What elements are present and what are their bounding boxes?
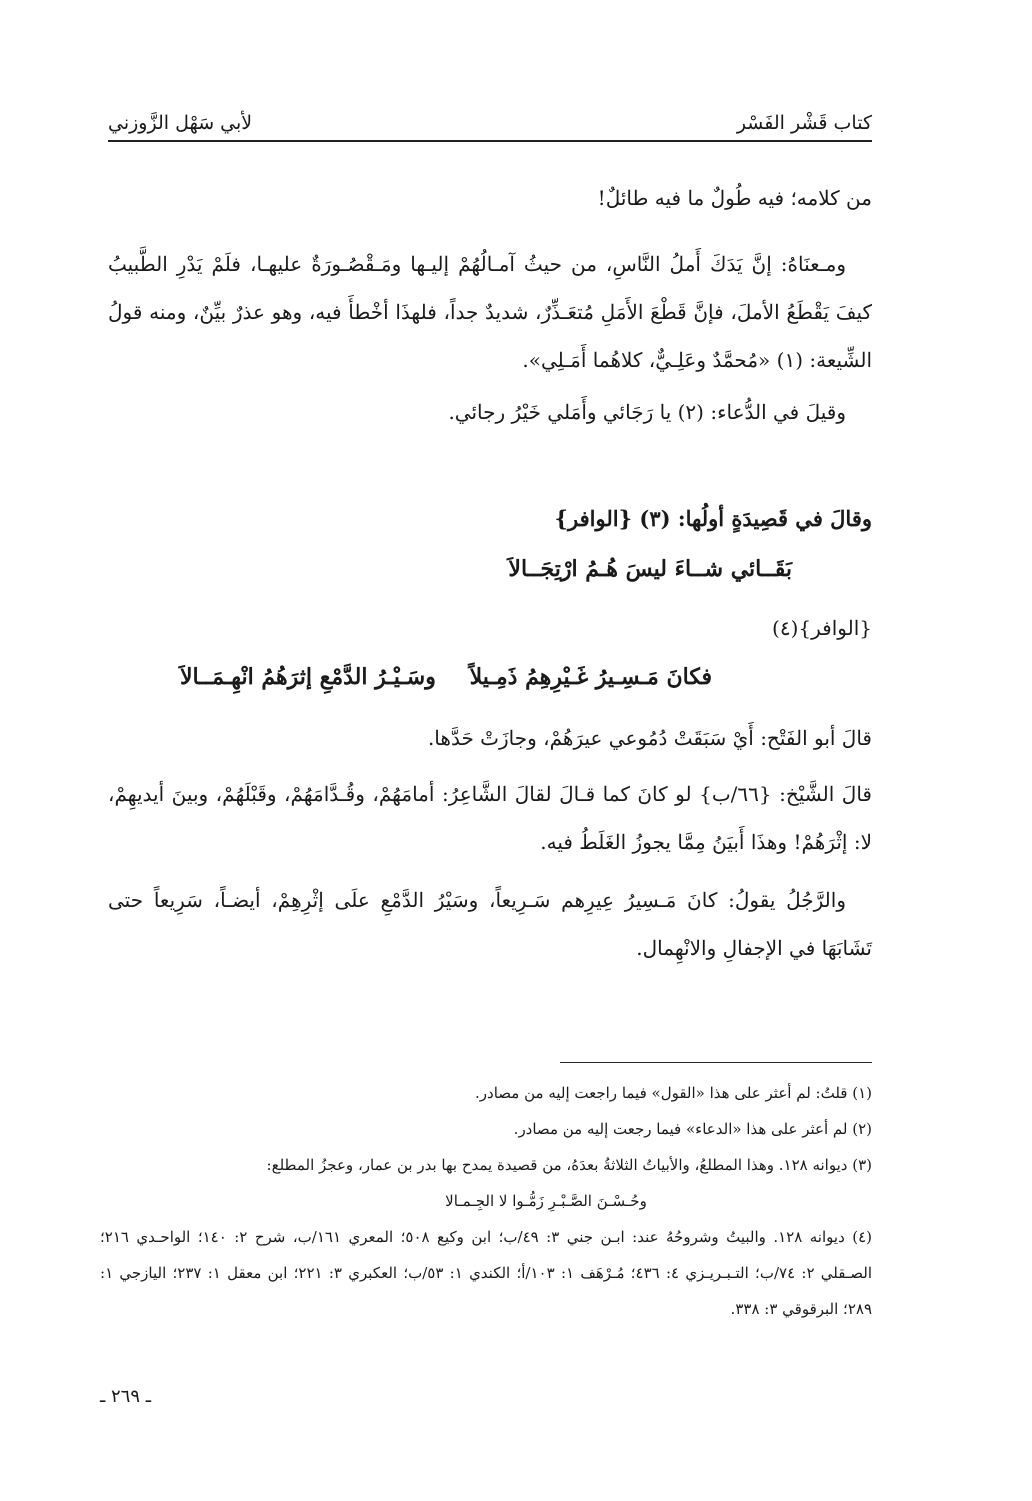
footnotes — [100, 1075, 872, 1327]
page-number: ـ ٢٦٩ ـ — [100, 1386, 152, 1407]
body-line-continuation: من كلامه؛ فيه طُولٌ ما فيه طائلٌ! — [597, 186, 872, 210]
verse-1: بَقَــائي شــاءَ ليسَ هُـمُ ارْتِجَــالاَ — [508, 556, 792, 582]
paragraph-5: قالَ الشَّيْخ: {٦٦/ب} لو كانَ كما قـالَ لقالَ الشَّاعِرُ: أمامَهُمْ، وقُـدَّامَهُمْ، وقَبْلَهُمْ، وبينَ أيديهِمْ، لا: إثْرَهُمْ! وهذَا أَبيَنُ مِمَّا يجوزُ الغَلَطُ فيه. — [108, 782, 872, 854]
verse-2-second-hemistich: وسَـيْـرُ الدَّمْعِ إثرَهُمُ انْهِـمَــالاَ — [180, 664, 436, 690]
sheikh-comment-block — [108, 770, 872, 866]
header-book-title: كتاب قَشْر الفَسْر — [736, 112, 872, 134]
footnote-2: (٢) لم أعثر على هذا «الدعاء» فيما رجعت إليه من مصادر. — [513, 1120, 872, 1138]
footnote-rule — [560, 1062, 872, 1063]
man-says-block — [108, 876, 872, 972]
footnote-3-verse: وحُـسْـنَ الصَّـبْـرِ زَمُّـوا لا الجِـمـالا — [445, 1192, 647, 1210]
footnote-3: (٣) ديوانه ١٢٨. وهذا المطلعُ، والأبياتُ الثلاثةُ بعدَهُ، من قصيدة يمدح بها بدر بن عمار، وعجزُ المطلع: — [266, 1156, 872, 1174]
header-author: لأبي سَهْل الزَّوزني — [108, 112, 253, 134]
verse-2-first-hemistich: فكانَ مَـسِـيرُ غَـيْرِهِمُ ذَمِـيلاً — [469, 664, 712, 690]
footnote-4: (٤) ديوانه ١٢٨. والبيتُ وشروحُهُ عند: ابـن جني ٣: ٤٩/ب؛ ابن وكيع ٥٠٨؛ المعري ١٦١/ب، شرح ٢: ١٤٠؛ الواحـدي ٢١٦؛ الصـقلي ٢: ٧٤/ب؛ التـبـريـزي ٤: ٤٣٦؛ مُـرْهَف ١: ١٠٣/أ؛ الكندي ١: ٥٣/ب؛ العكبري ٣: ٢٢١؛ ابن معقل ١: ٢٣٧؛ اليازجي ١: ٢٨٩؛ البرقوقي ٣: ٣٣٨. — [100, 1228, 872, 1318]
footnote-1: (١) قلتُ: لم أعثر على هذا «القول» فيما راجعت إليه من مصادر. — [475, 1084, 872, 1102]
paragraph-6: والرَّجُلُ يقولُ: كانَ مَـسِيرُ عِيرِهم سَـرِيعاً، وسَيْرُ الدَّمْعِ علَى إثْرِهِمْ، أيضـاً، سَرِيعاً حتى تَشَابَهَا في الإجفالِ والانْهِمال. — [108, 888, 872, 960]
abu-alfath-comment: قالَ أبو الفَتْح: أَيْ سَبَقَتْ دُمُوعي عيرَهُمْ، وجازَتْ حَدَّها. — [427, 726, 872, 750]
qasida-heading: وقالَ في قَصِيدَةٍ أولُها: (٣) {الوافر} — [554, 506, 872, 531]
header-rule — [108, 140, 872, 142]
body-line-prayer: وقيلَ في الدُّعاء: (٢) يا رَجَائي وأَمَلي خَيْرُ رجائي. — [448, 400, 846, 424]
meter-label: {الوافر}(٤) — [772, 616, 872, 640]
paragraph-2: ومـعنَاهُ: إنَّ يَدَكَ أَملُ النَّاسِ، من حيثُ آمـالُهُمْ إليـها ومَـقْصُـورَةٌ عليهـا، فلَمْ يَدْرِ الطَّبيبُ كيفَ يَقْطَعُ الأملَ، فإنَّ قَطْعَ الأَمَلِ مُتعَـذِّرٌ، شديدٌ جداً، فلهذَا أخْطأَ فيه، وهو عذرٌ بيِّنٌ، ومنه قولُ الشِّيعة: (١) «مُحمَّدٌ وعَلِـيٌّ، كلاهُما أَمَـلِي». — [108, 252, 872, 372]
running-header — [108, 100, 872, 134]
body-paragraph-meaning — [108, 240, 872, 384]
